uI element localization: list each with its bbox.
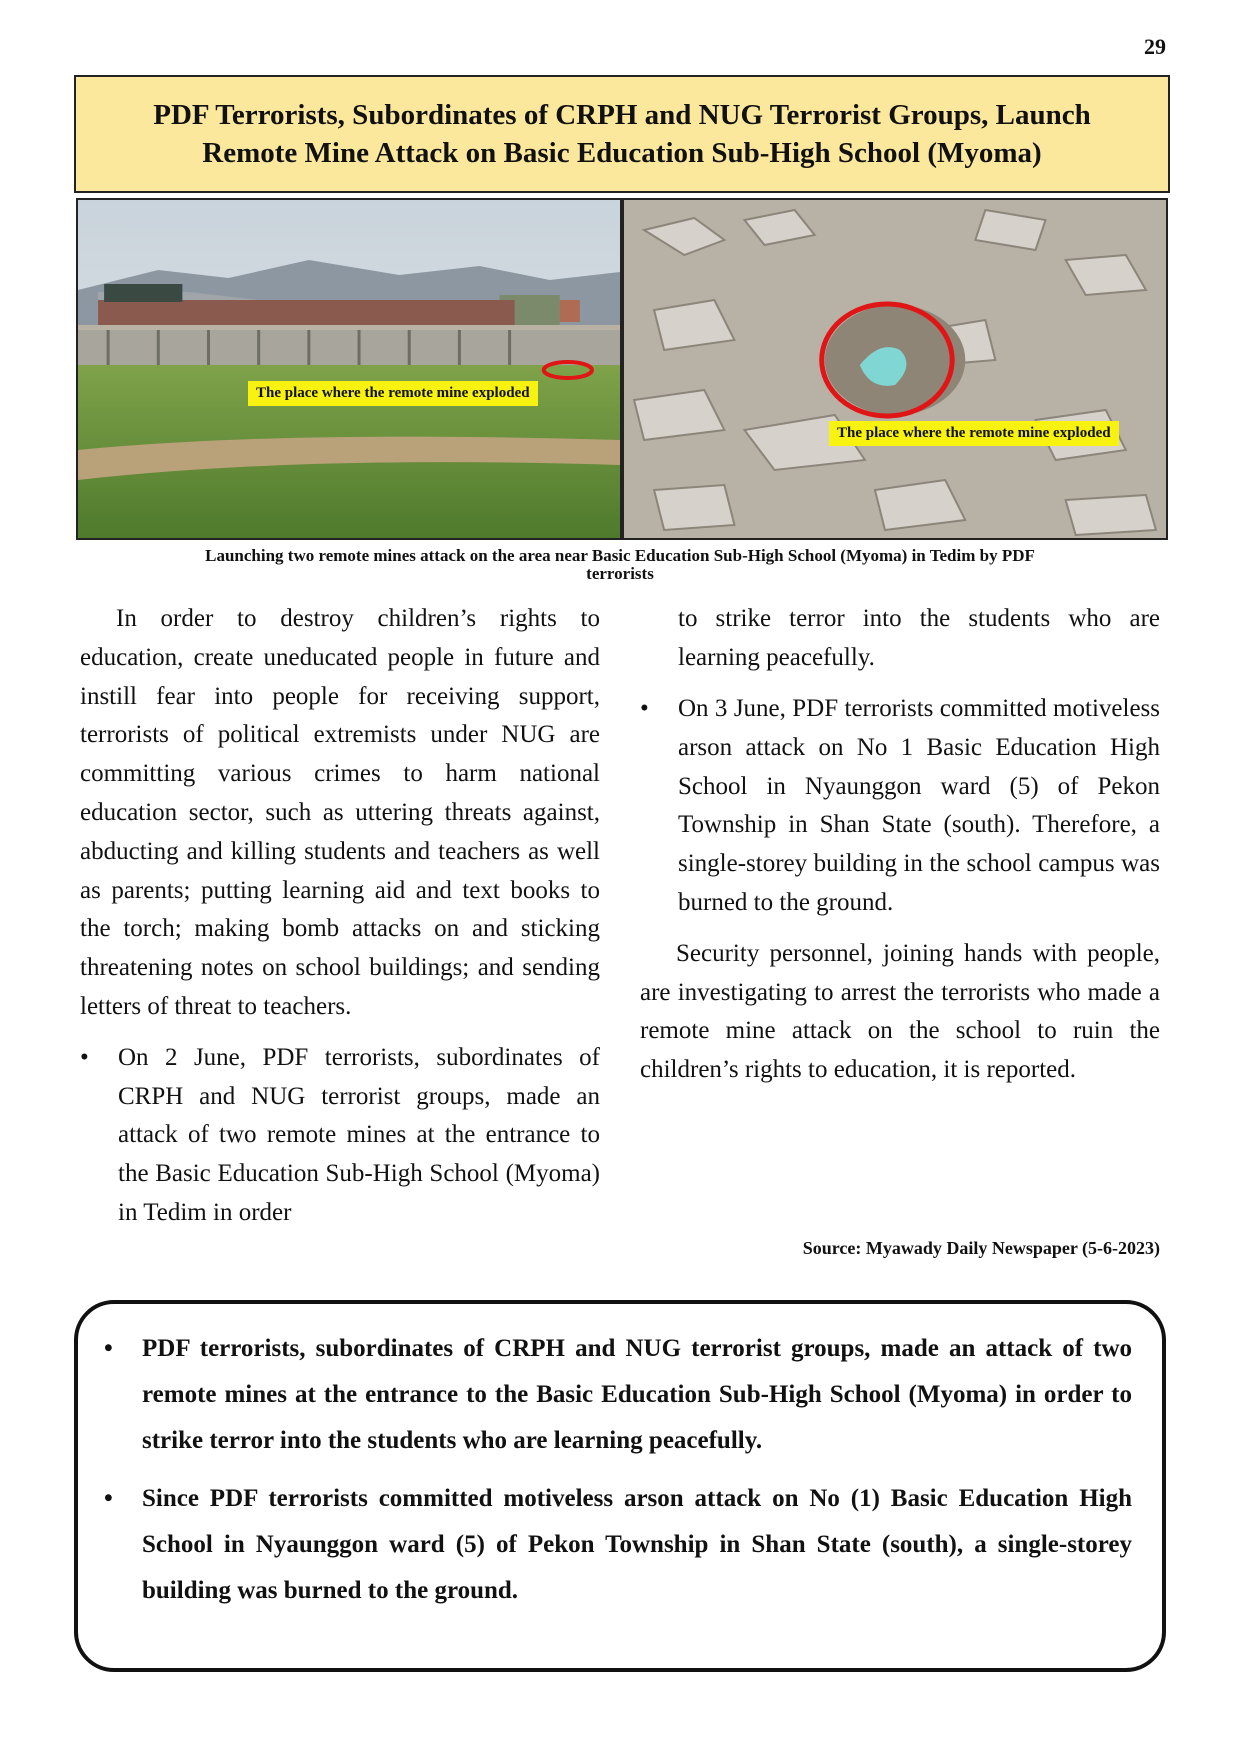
caption-line-1: Launching two remote mines attack on the area near Basic Education Sub-High School (Myoma) in Tedim by PDF: [205, 546, 1035, 565]
source-credit: Source: Myawady Daily Newspaper (5-6-2023): [802, 1238, 1160, 1258]
left-column: [80, 600, 600, 1233]
bullet-3-june: • On 3 June, PDF terrorists committed motiveless arson attack on No 1 Basic Education High School in Nyaunggon ward (5) of Pekon Township in Shan State (south). Therefore, a single-storey building in the school campus was burned to the ground.: [640, 690, 1160, 923]
caption-line-2: terrorists: [586, 564, 654, 583]
crater-image: [624, 200, 1166, 538]
right-column: [640, 600, 1160, 1090]
right-photo-label: The place where the remote mine exploded: [829, 421, 1119, 446]
school-fence-image: [78, 200, 620, 538]
closing-paragraph: Security personnel, joining hands with people, are investigating to arrest the terrorists who made a remote mine attack on the school to ruin the children’s rights to education, it is reported.: [640, 939, 1160, 1084]
bullet-2-june-continued: to strike terror into the students who are learning peacefully.: [678, 605, 1160, 671]
article-title: [74, 75, 1170, 193]
bullet-2-june: • On 2 June, PDF terrorists, subordinates of CRPH and NUG terrorist groups, made an attack of two remote mines at the entrance to the Basic Education Sub-High School (Myoma) in Tedim in order: [80, 1039, 600, 1233]
summary-item: • Since PDF terrorists committed motiveless arson attack on No (1) Basic Education High School in Nyaunggon ward (5) of Pekon Township in Shan State (south), a single-storey building was burned to the ground.: [102, 1476, 1132, 1614]
explosion-crater-photo: [624, 200, 1166, 538]
left-photo-label: The place where the remote mine exploded: [248, 381, 538, 406]
photo-row: [76, 198, 1168, 540]
title-line-1: PDF Terrorists, Subordinates of CRPH and NUG Terrorist Groups, Launch: [153, 99, 1091, 131]
summary-item: • PDF terrorists, subordinates of CRPH and NUG terrorist groups, made an attack of two remote mines at the entrance to the Basic Education Sub-High School (Myoma) in order to strike terror into the students who are learning peacefully.: [102, 1326, 1132, 1464]
title-line-2: Remote Mine Attack on Basic Education Sub-High School (Myoma): [202, 137, 1042, 169]
intro-paragraph: In order to destroy children’s rights to education, create uneducated people in future and instill fear into people for receiving support, terrorists of political extremists under NUG are committing various crimes to harm national education sector, such as uttering threats against, abducting and killing students and teachers as well as parents; putting learning aid and text books to the torch; making bomb attacks on and sticking threatening notes on school buildings; and sending letters of threat to teachers.: [80, 605, 600, 1020]
summary-box: [74, 1300, 1166, 1672]
page-number: 29: [1144, 34, 1166, 59]
photo-caption: [90, 547, 1150, 583]
school-fence-photo: [78, 200, 620, 538]
